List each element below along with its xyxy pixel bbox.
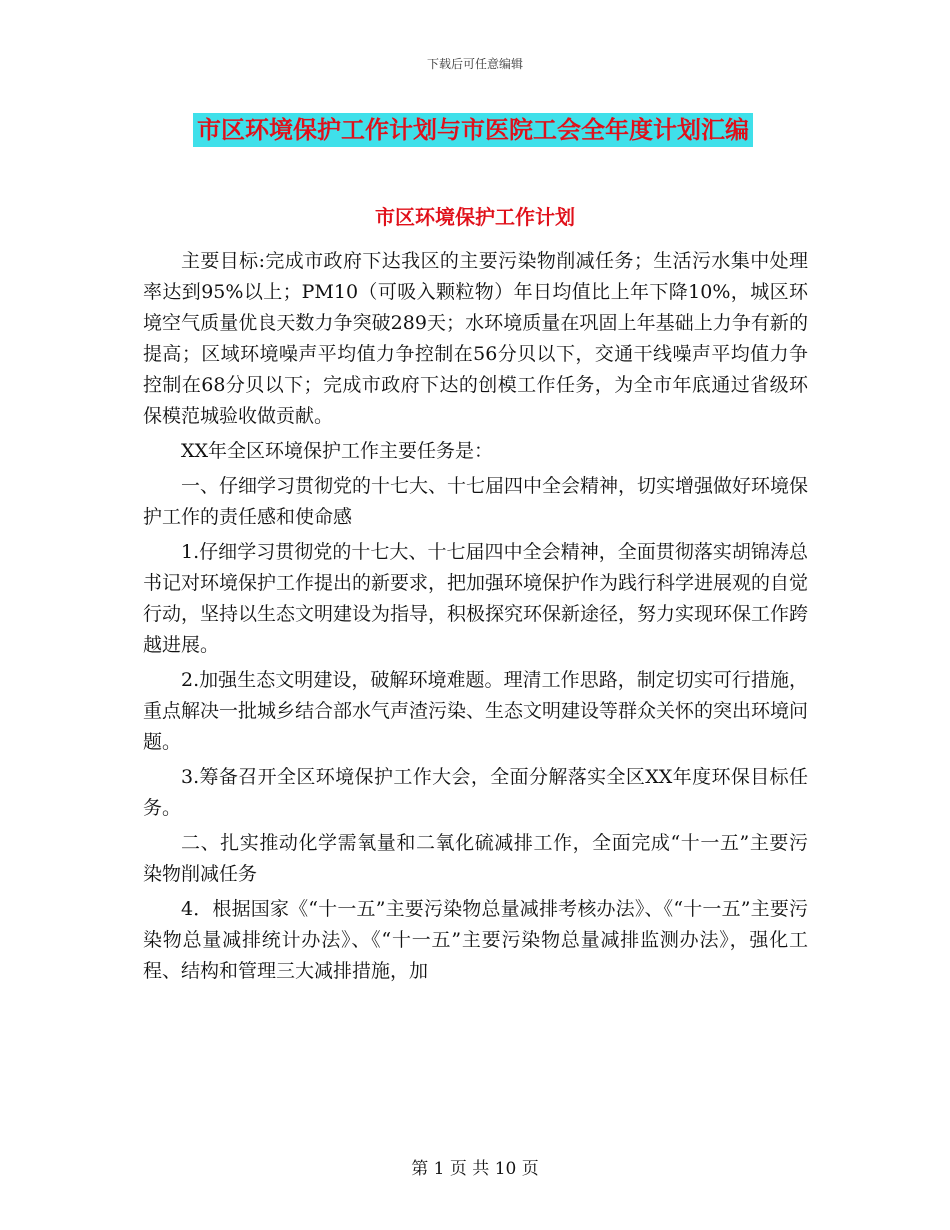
paragraph-heading-one: 一、仔细学习贯彻党的十七大、十七届四中全会精神，切实增强做好环境保护工作的责任感和使命感 [143,475,809,528]
page-number-footer: 第 1 页 共 10 页 [411,1159,539,1179]
paragraph-main-goals: 主要目标:完成市政府下达我区的主要污染物削减任务；生活污水集中处理率达到95%以上；PM10（可吸入颗粒物）年日均值比上年下降10%，城区环境空气质量优良天数力争突破289天；水环境质量在巩固上年基础上力争有新的提高；区域环境噪声平均值力争控制在56分贝以下，交通干线噪声平均值力争控制在68分贝以下；完成市政府下达的创模工作任务，为全市年底通过省级环保模范城验收做贡献。 [143,250,808,427]
paragraph-item-1: 1.仔细学习贯彻党的十七大、十七届四中全会精神，全面贯彻落实胡锦涛总书记对环境保护工作提出的新要求，把加强环境保护作为践行科学进展观的自觉行动，坚持以生态文明建设为指导，积极探究环保新途径，努力实现环保工作跨越进展。 [143,541,809,656]
document-body [143,246,808,991]
paragraph-item-3: 3.筹备召开全区环境保护工作大会，全面分解落实全区XX年度环保目标任务。 [143,766,808,819]
paragraph-tasks-intro: XX年全区环境保护工作主要任务是： [181,440,494,462]
section-title: 市区环境保护工作计划 [375,205,575,229]
paragraph-heading-two: 二、扎实推动化学需氧量和二氧化硫减排工作，全面完成“十一五”主要污染物削减任务 [143,832,808,885]
paragraph-item-2: 2.加强生态文明建设，破解环境难题。理清工作思路，制定切实可行措施，重点解决一批城乡结合部水气声渣污染、生态文明建设等群众关怀的突出环境问题。 [143,669,809,753]
page-header-note: 下载后可任意编辑 [426,57,523,71]
paragraph-item-4: 4．根据国家《“十一五”主要污染物总量减排考核办法》、《“十一五”主要污染物总量减排统计办法》、《“十一五”主要污染物总量减排监测办法》，强化工程、结构和管理三大减排措施，加 [143,898,808,982]
document-main-title: 市区环境保护工作计划与市医院工会全年度计划汇编 [193,113,753,147]
